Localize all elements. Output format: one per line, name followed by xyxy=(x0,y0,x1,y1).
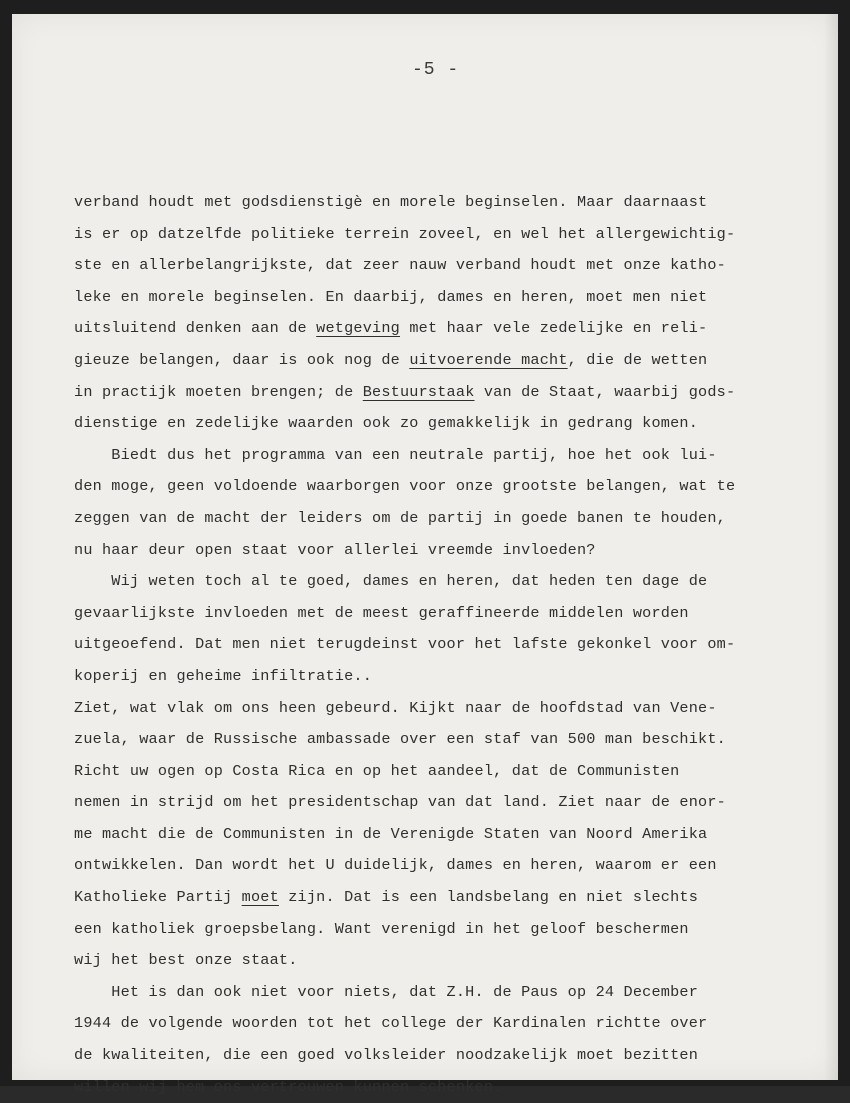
paragraph xyxy=(74,566,774,692)
text-line xyxy=(74,1040,774,1072)
text-line xyxy=(74,187,774,219)
paragraph xyxy=(74,977,774,1103)
text-line xyxy=(74,377,774,409)
text-line xyxy=(74,629,774,661)
text-segment: dienstige en zedelijke waarden ook zo gemakkelijk in gedrang komen. xyxy=(74,414,699,433)
text-line xyxy=(74,756,774,788)
text-segment: uitsluitend denken aan de xyxy=(74,319,317,338)
text-segment: uitgeoefend. Dat men niet terugdeinst voor het lafste gekonkel voor om- xyxy=(74,635,736,654)
text-segment: , die de wetten xyxy=(567,350,708,369)
text-segment: Katholieke Partij xyxy=(74,888,242,907)
underlined-word: moet xyxy=(241,888,279,907)
text-segment: 1944 de volgende woorden tot het college der Kardinalen richtte over xyxy=(74,1014,708,1033)
text-segment: Ziet, wat vlak om ons heen gebeurd. Kijkt naar de hoofdstad van Vene- xyxy=(74,698,717,717)
text-segment: nemen in strijd om het presidentschap van dat land. Ziet naar de enor- xyxy=(74,793,726,812)
text-segment: met haar vele zedelijke en reli- xyxy=(400,319,708,338)
text-segment: Wij weten toch al te goed, dames en heren, dat heden ten dage de xyxy=(74,572,708,591)
text-segment: zijn. Dat is een landsbelang en niet slechts xyxy=(278,888,699,907)
text-segment: leke en morele beginselen. En daarbij, dames en heren, moet men niet xyxy=(74,287,708,306)
underlined-word: uitvoerende macht xyxy=(409,350,568,369)
paragraph xyxy=(74,440,774,566)
text-segment: den moge, geen voldoende waarborgen voor onze grootste belangen, wat te xyxy=(74,477,736,496)
text-line xyxy=(74,819,774,851)
text-segment: nu haar deur open staat voor allerlei vreemde invloeden? xyxy=(74,540,596,559)
text-line xyxy=(74,219,774,251)
text-line xyxy=(74,724,774,756)
text-segment: zeggen van de macht der leiders om de partij in goede banen te houden, xyxy=(74,508,726,527)
text-line xyxy=(74,1008,774,1040)
text-line xyxy=(74,882,774,914)
underlined-word: wetgeving xyxy=(316,319,400,338)
text-line xyxy=(74,945,774,977)
text-line xyxy=(74,850,774,882)
text-segment: koperij en geheime infiltratie.. xyxy=(74,666,373,685)
text-line xyxy=(74,977,774,1009)
text-line xyxy=(74,313,774,345)
text-segment: gevaarlijkste invloeden met de meest geraffineerde middelen worden xyxy=(74,603,689,622)
paragraph xyxy=(74,187,774,440)
text-line xyxy=(74,408,774,440)
text-segment: ste en allerbelangrijkste, dat zeer nauw verband houdt met onze katho- xyxy=(74,256,726,275)
text-segment: Richt uw ogen op Costa Rica en op het aandeel, dat de Communisten xyxy=(74,761,680,780)
text-segment: zuela, waar de Russische ambassade over een staf van 500 man beschikt. xyxy=(74,730,726,749)
text-segment: Biedt dus het programma van een neutrale partij, hoe het ook lui- xyxy=(74,445,717,464)
text-segment: in practijk moeten brengen; de xyxy=(74,382,363,401)
text-segment: van de Staat, waarbij gods- xyxy=(474,382,736,401)
underlined-word: Bestuurstaak xyxy=(362,382,475,401)
text-segment: ontwikkelen. Dan wordt het U duidelijk, dames en heren, waarom er een xyxy=(74,856,717,875)
paper-edge-shadow xyxy=(824,14,838,1080)
text-line xyxy=(74,440,774,472)
text-segment: Het is dan ook niet voor niets, dat Z.H. de Paus op 24 December xyxy=(74,982,699,1001)
text-line xyxy=(74,787,774,819)
text-line xyxy=(74,503,774,535)
text-line xyxy=(74,914,774,946)
text-line xyxy=(74,471,774,503)
typewritten-page xyxy=(12,14,838,1096)
text-line xyxy=(74,250,774,282)
text-segment: willen wij hem ons vertrouwen kunnen schenken. xyxy=(74,1077,503,1096)
text-segment: me macht die de Communisten in de Verenigde Staten van Noord Amerika xyxy=(74,824,708,843)
text-line xyxy=(74,282,774,314)
text-segment: is er op datzelfde politieke terrein zoveel, en wel het allergewichtig- xyxy=(74,224,736,243)
text-segment: de kwaliteiten, die een goed volksleider noodzakelijk moet bezitten xyxy=(74,1046,699,1065)
text-segment: verband houdt met godsdienstigè en morele beginselen. Maar daarnaast xyxy=(74,193,708,211)
text-line xyxy=(74,661,774,693)
text-line xyxy=(74,566,774,598)
page-number: -5 - xyxy=(412,60,460,80)
text-segment: wij het best onze staat. xyxy=(74,951,298,970)
paragraph xyxy=(74,693,774,977)
text-line xyxy=(74,1072,774,1103)
text-segment: gieuze belangen, daar is ook nog de xyxy=(74,350,410,369)
body-text xyxy=(74,94,774,1103)
text-segment: een katholiek groepsbelang. Want verenigd in het geloof beschermen xyxy=(74,919,689,938)
text-line xyxy=(74,535,774,567)
text-line xyxy=(74,598,774,630)
text-line xyxy=(74,693,774,725)
text-line xyxy=(74,345,774,377)
